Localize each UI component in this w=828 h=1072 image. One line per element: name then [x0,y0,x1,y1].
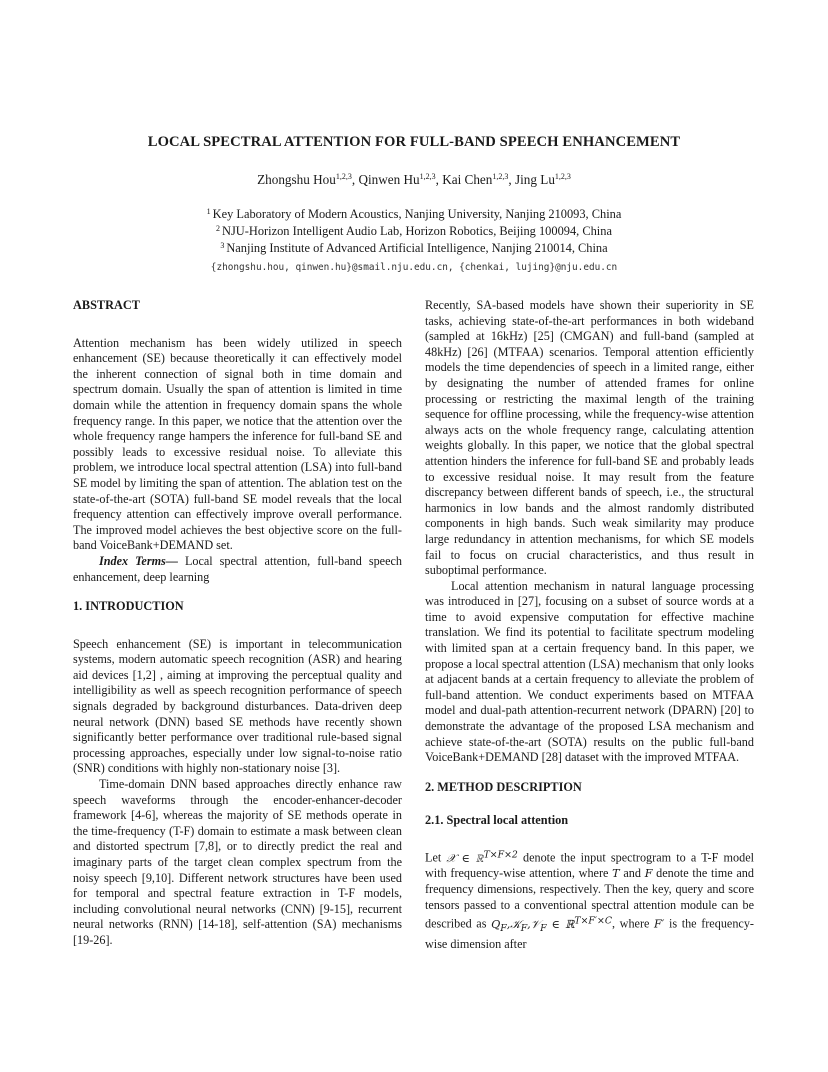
text-run: denote the input spectrogram to a T-F model with frequency-wise attention, where [425,850,754,881]
text-run: and [619,866,645,881]
intro-paragraph-1: Speech enhancement (SE) is important in telecommunication systems, modern automatic speech recognition (ASR) and hearing aid devices [1,2] , aiming at improving the perceptual quality and intelligibility as well as speech recognition performance of speech signals degraded by background disturbances. Data-driven deep neural network (DNN) based SE methods have recently shown significantly better performance over traditional rule-based signal processing approaches, especially under low signal-to-noise ratio (SNR) conditions with highly non-stationary noise [3]. [73,636,402,776]
text-run: , where [611,916,655,931]
left-column [73,298,402,949]
author-affil-sup: 1,2,3 [419,172,436,181]
math-run: 𝒳 ∈ ℝ [446,851,484,865]
math-subscript: F [500,923,507,935]
math-superscript: T×F′×C [574,915,612,927]
math-time-dim: T [612,867,620,881]
affil-number: 3 [220,241,225,250]
introduction-heading: 1. INTRODUCTION [73,599,184,614]
affil-text: NJU-Horizon Intelligent Audio Lab, Horizon Robotics, Beijing 100094, China [222,224,612,238]
affiliation [0,206,828,223]
affil-number: 1 [206,207,211,216]
author-affil-sup: 1,2,3 [335,172,352,181]
math-superscript: T×F×2 [483,849,518,860]
text-run: is the frequency-wise dimension after [425,916,754,951]
author-name: Zhongshu Hou [257,172,336,187]
math-run: ℝ [565,917,575,931]
math-run: Q [491,917,501,931]
affiliation-list [0,206,828,257]
math-qkv-tensors [491,915,612,935]
paper-title: LOCAL SPECTRAL ATTENTION FOR FULL-BAND SPEECH ENHANCEMENT [147,134,681,150]
affil-text: Key Laboratory of Modern Acoustics, Nanjing University, Nanjing 210093, China [212,207,622,221]
math-subscript: F [540,923,547,935]
index-terms-label: Index Terms— [99,553,178,568]
intro-paragraph-4: Local attention mechanism in natural language processing was introduced in [27], focusing on a subset of source words at a time to avoid expensive computation for effective machine translation. We find its potential to facilitate spectrum modeling with limited span at a certain frequency band. In this paper, we propose a local spectral attention (LSA) mechanism that only looks at adjacent bands at a certain frequency to alleviate the problem of full-band attention. We conduct experiments based on MTFAA model and dual-path attention-recurrent network (DPARN) [20] to demonstrate the advantage of the proposed LSA mechanism and achieve state-of-the-art (SOTA) results on the public full-band VoiceBank+DEMAND [28] dataset with the improved MTFAA. [425,578,754,765]
affil-text: Nanjing Institute of Advanced Artificial Intelligence, Nanjing 210014, China [226,241,608,255]
affil-number: 2 [216,224,221,233]
abstract-text: Attention mechanism has been widely utilized in speech enhancement (SE) because theoretically it can effectively model the inherent connection of signal both in time domain and spectrum domain. Usually the span of attention is limited in time domain while the attention in frequency domain spans the whole frequency range. In this paper, we notice that the attention over the whole frequency range hampers the inference for full-band SE and possibly leads to excessive residual noise. To alleviate this problem, we introduce local spectral attention (LSA) into full-band SE model by limiting the span of attention. The ablation test on the state-of-the-art (SOTA) full-band SE model reveals that the local frequency attention can effectively improve overall performance. The improved model achieves the best objective score on the full-band VoiceBank+DEMAND set. [73,335,402,553]
math-freq-dim-prime: F′ [654,917,665,931]
text-run: Let [425,850,447,865]
method-heading: 2. METHOD DESCRIPTION [425,779,582,794]
method-paragraph-1 [425,847,754,952]
index-terms [73,554,402,585]
author-affil-sup: 1,2,3 [554,172,571,181]
math-freq-dim: F [644,867,653,881]
math-run: ∈ [546,917,560,931]
right-column [425,298,754,952]
author-affil-sup: 1,2,3 [492,172,509,181]
intro-paragraph-2: Time-domain DNN based approaches directly enhance raw speech waveforms through the encoder-enhancer-decoder framework [4-6], whereas the majority of SE methods operate in the time-frequency (T-F) domain to estimate a mask between clean and distorted spectrum [7,8], or to directly predict the real and imaginary parts of the target clean complex spectrum from the noisy speech [9,10]. Different network structures have been used for temporal and spectral feature extraction in T-F models, including convolutional neural networks (CNN) [9-15], recurrent neural networks (RNN) [14-18], self-attention (SA) mechanisms [19-26]. [73,777,402,947]
text-run: denote the time and frequency dimensions, respectively. Then the key, query and score tensors passed to a conventional spectral attention module can be described as [425,866,754,931]
abstract-heading: ABSTRACT [73,298,140,312]
math-run: ,𝒱 [527,917,541,931]
math-input-spectrogram [446,849,518,865]
method-subheading: 2.1. Spectral local attention [425,813,569,828]
index-terms-text: Local spectral attention, full-band speech enhancement, deep learning [73,553,402,584]
author-name: Jing Lu [514,172,555,187]
math-subscript: F [520,923,528,935]
author-list: Zhongshu Hou$^{1,2,3}$, Qinwen Hu$^{1,2,3}$, Kai Chen$^{1,2,3}$, Jing Lu$^{1,2,3}$ [257,172,571,187]
affiliation [0,240,828,257]
math-run: ,𝒦 [506,917,521,931]
affiliation [0,223,828,240]
intro-paragraph-3: Recently, SA-based models have shown their superiority in SE tasks, achieving state-of-the-art performances in both wideband (sampled at 16kHz) [25] (CMGAN) and full-band (sampled at 48kHz) [26] (MTFAA) scenarios. Temporal attention efficiently models the time dependencies of speech in a limited range, either by designating the number of attended frames for online processing or restricting the maximal length of the training sequence for offline processing, while the frequency-wise attention always acts on the whole frequency range, calculating attention weights globally. In this paper, we notice that the global spectral attention hinders the inference for full-band SE and probably leads to excessive residual noise. It may result from the feature discrepancy between different bands of speech, i.e., the structural harmonics in low bands and the almost randomly distributed components in high bands. Such weak similarity may produce large redundancy in attention mechanisms, for which SE models fail to focus on crucial characteristics, and thus result in suboptimal performance. [425,298,754,578]
author-name: Qinwen Hu [358,172,420,187]
author-name: Kai Chen [442,172,493,187]
author-emails: {zhongshu.hou, qinwen.hu}@smail.nju.edu.cn, {chenkai, lujing}@nju.edu.cn [210,262,618,273]
